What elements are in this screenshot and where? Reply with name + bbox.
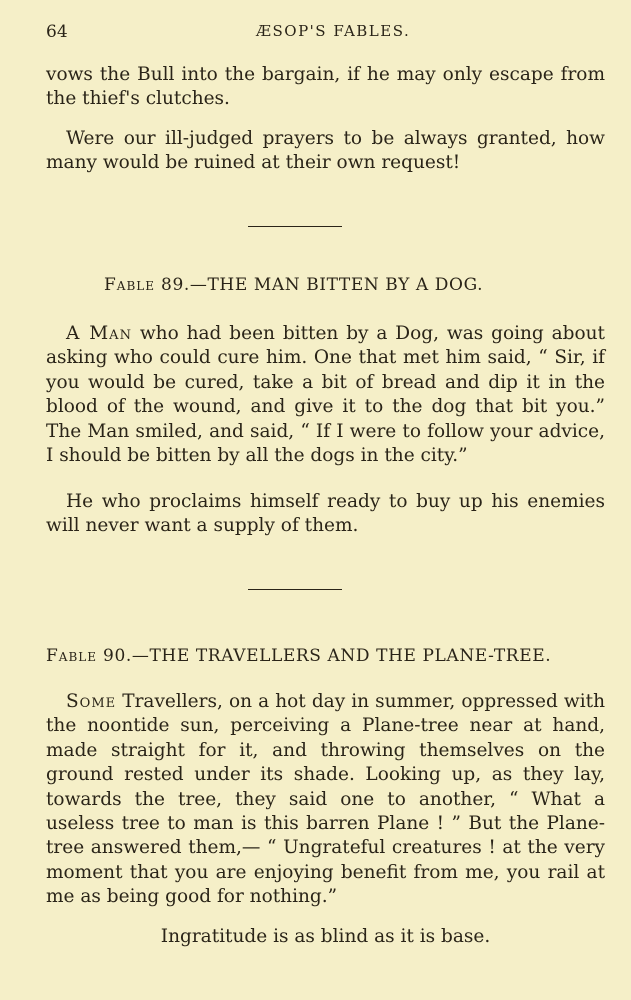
fable-label: Fable (104, 275, 156, 295)
page-header (46, 22, 601, 46)
fable-90-lead-word: Some (66, 691, 117, 712)
fable-title: —THE TRAVELLERS AND THE PLANE-TREE. (131, 646, 552, 666)
fable-90-text: Travellers, on a hot day in summer, oppressed with the noontide sun, perceiving a Plane-tree near at hand, made straight for it, and throwing themselves on the ground rested under its shade. Looking up, as they lay, towards the tree, they said one to another, “ What a useless tree to man is this barren Plane ! ” But the Plane-tree answered them,— “ Ungrateful creatures ! at the very moment that you are enjoying benefit from me, you rail at me as being good for nothing.” (46, 691, 605, 908)
continuation-paragraph: vows the Bull into the bargain, if he may only escape from the thief's clutches. (46, 64, 605, 110)
fable-label: Fable (46, 646, 98, 666)
previous-fable-moral: Were our ill-judged prayers to be always granted, how many would be ruined at their own request! (46, 128, 605, 174)
fable-89-lead-word: A Man (66, 323, 132, 344)
fable-89-body (46, 322, 605, 468)
fable-number: 90. (103, 646, 132, 666)
fable-89-moral: He who proclaims himself ready to buy up his enemies will never want a supply of them. (46, 491, 605, 537)
fable-number: 89. (161, 275, 190, 295)
section-divider (248, 589, 342, 590)
page-number: 64 (46, 22, 68, 42)
running-title: ÆSOP'S FABLES. (256, 22, 411, 40)
fable-90-body (46, 690, 605, 910)
fable-89-text: who had been bitten by a Dog, was going about asking who could cure him. One that met him said, “ Sir, if you would be cured, take a bit of bread and dip it in the blood of the wound, and give it to the dog that bit you.” The Man smiled, and said, “ If I were to follow your advice, I should be bitten by all the dogs in the city.” (46, 323, 605, 467)
fable-90-moral: Ingratitude is as blind as it is base. (160, 926, 491, 947)
fable-90-heading (46, 646, 551, 666)
section-divider (248, 226, 342, 227)
fable-title: —THE MAN BITTEN BY A DOG. (189, 275, 484, 295)
fable-89-heading (104, 275, 483, 295)
